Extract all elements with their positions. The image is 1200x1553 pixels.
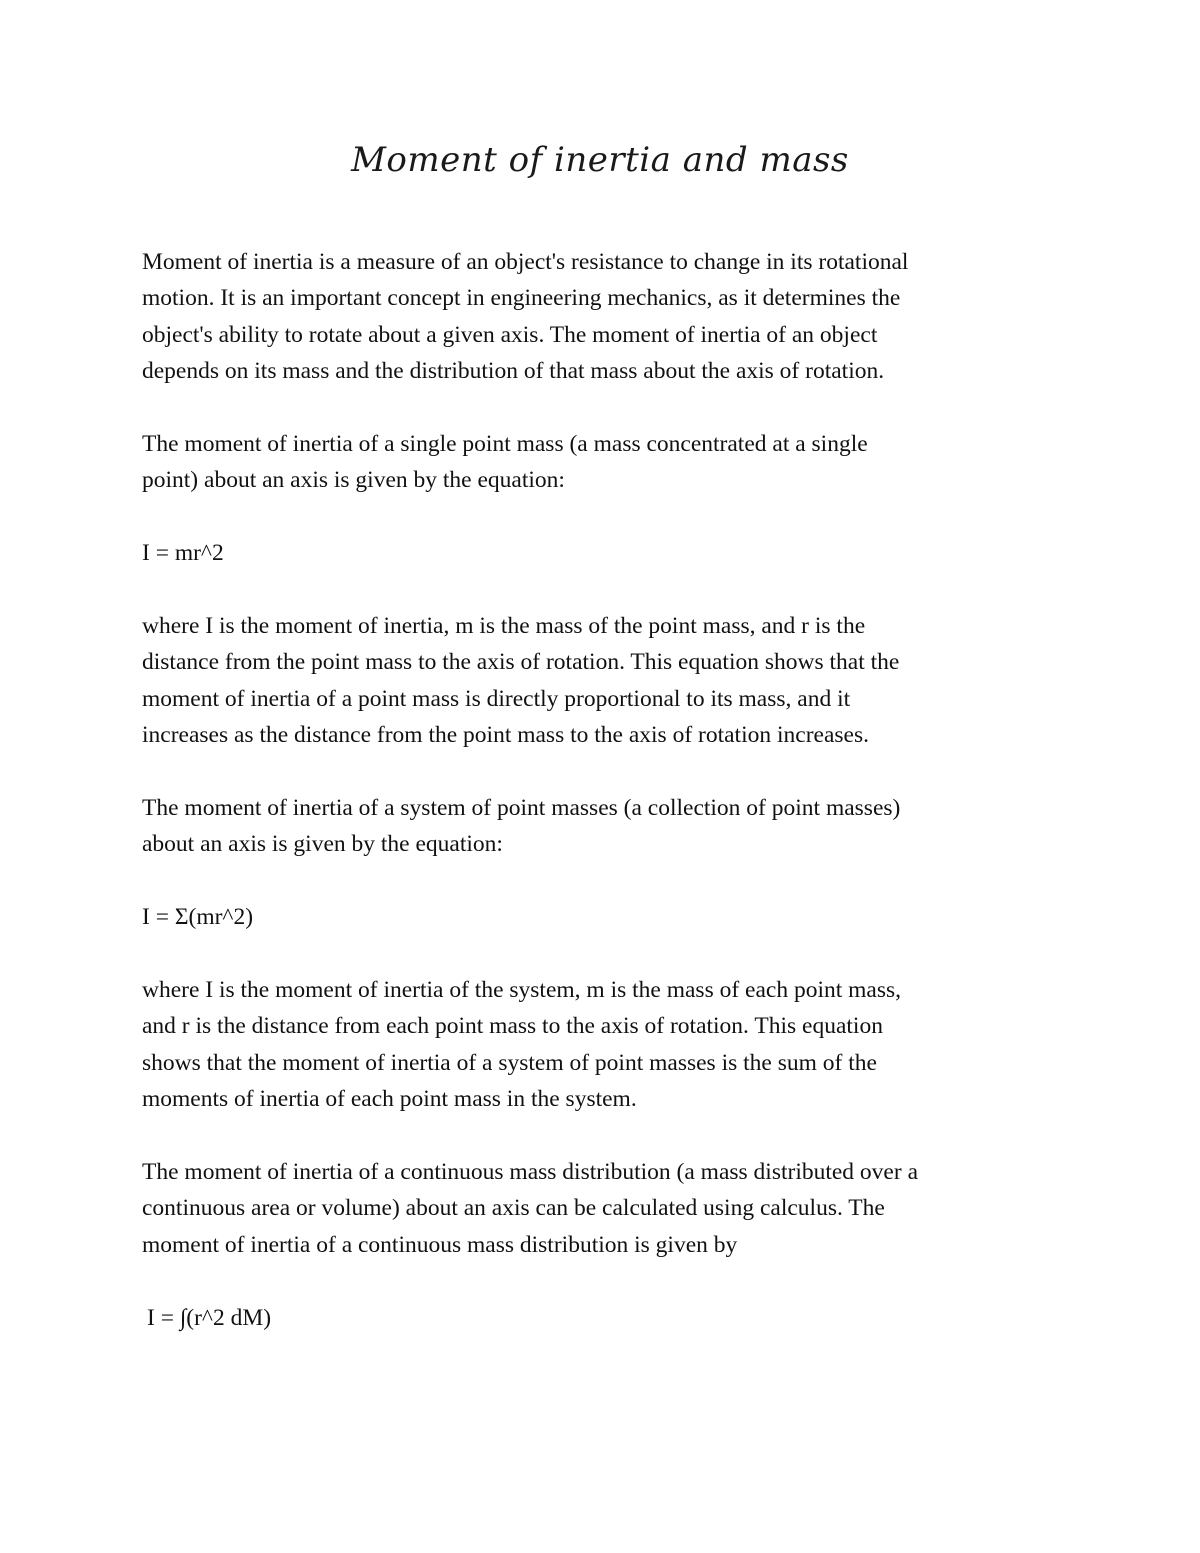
text-line: shows that the moment of inertia of a system of point masses is the sum of the [142, 1049, 877, 1076]
text-line: Moment of inertia is a measure of an object's resistance to change in its rotational [142, 249, 909, 275]
text-line: motion. It is an important concept in engineering mechanics, as it determines the [142, 285, 901, 312]
text-line: increases as the distance from the point mass to the axis of rotation increases. [142, 722, 869, 749]
text-line: The moment of inertia of a single point mass (a mass concentrated at a single [142, 431, 868, 458]
page-title: Moment of inertia and mass [351, 140, 849, 180]
paragraph-point-mass [142, 426, 1062, 499]
text-line: object's ability to rotate about a given axis. The moment of inertia of an object [142, 321, 878, 348]
equation-continuous: I = ∫(r^2 dM) [147, 1304, 272, 1331]
document-body [142, 244, 1062, 1372]
text-line: continuous area or volume) about an axis can be calculated using calculus. The [142, 1195, 885, 1222]
text-line: moment of inertia of a continuous mass distribution is given by [142, 1231, 738, 1258]
text-line: about an axis is given by the equation: [142, 831, 503, 858]
paragraph-system [142, 790, 1062, 863]
text-line: and r is the distance from each point mass to the axis of rotation. This equation [142, 1013, 883, 1040]
paragraph-point-mass-explanation [142, 608, 1062, 754]
equation-point-mass: I = mr^2 [142, 540, 224, 567]
text-line: The moment of inertia of a continuous mass distribution (a mass distributed over a [142, 1159, 918, 1186]
paragraph-intro [142, 244, 1062, 390]
text-line: where I is the moment of inertia, m is the mass of the point mass, and r is the [142, 613, 866, 640]
text-line: point) about an axis is given by the equation: [142, 467, 565, 494]
equation-system: I = Σ(mr^2) [142, 904, 254, 931]
text-line: depends on its mass and the distribution of that mass about the axis of rotation. [142, 358, 885, 385]
text-line: where I is the moment of inertia of the system, m is the mass of each point mass, [142, 977, 902, 1004]
paragraph-continuous [142, 1154, 1062, 1263]
text-line: distance from the point mass to the axis of rotation. This equation shows that the [142, 649, 900, 676]
paragraph-system-explanation [142, 972, 1062, 1118]
text-line: The moment of inertia of a system of point masses (a collection of point masses) [142, 795, 901, 822]
text-line: moment of inertia of a point mass is directly proportional to its mass, and it [142, 685, 851, 712]
text-line: moments of inertia of each point mass in the system. [142, 1086, 637, 1113]
